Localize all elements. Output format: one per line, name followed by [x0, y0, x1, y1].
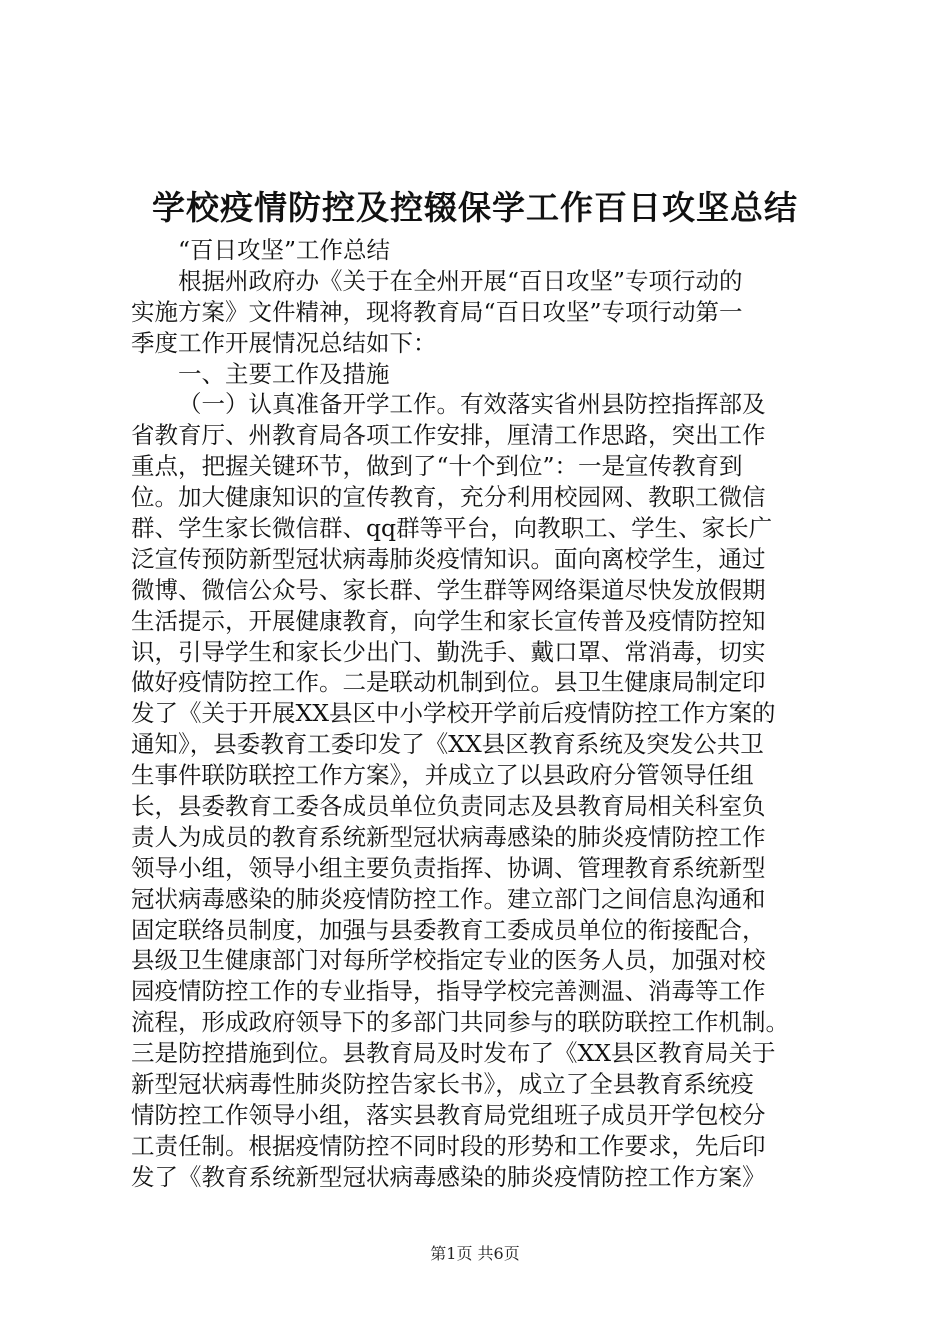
paragraph-line: 长，县委教育工委各成员单位负责同志及县教育局相关科室负 [131, 792, 766, 821]
paragraph-line: 生事件联防联控工作方案》，并成立了以县政府分管领导任组 [131, 761, 754, 790]
paragraph-line: 流程，形成政府领导下的多部门共同参与的联防联控工作机制。 [131, 1008, 789, 1037]
paragraph-line: 省教育厅、州教育局各项工作安排，厘清工作思路，突出工作 [131, 421, 766, 450]
paragraph-line: 做好疫情防控工作。二是联动机制到位。县卫生健康局制定印 [131, 668, 766, 697]
paragraph-line: 责人为成员的教育系统新型冠状病毒感染的肺炎疫情防控工作 [131, 822, 766, 851]
page-number-footer: 第1页 共6页 [430, 1244, 520, 1263]
paragraph-line: 园疫情防控工作的专业指导，指导学校完善测温、消毒等工作 [131, 977, 766, 1006]
paragraph-line: 重点，把握关键环节，做到了“十个到位”：一是宣传教育到 [131, 452, 743, 481]
paragraph-line: 实施方案》文件精神，现将教育局“百日攻坚”专项行动第一 [131, 297, 743, 326]
paragraph-line: 情防控工作领导小组，落实县教育局党组班子成员开学包校分 [131, 1100, 766, 1129]
paragraph-line: 冠状病毒感染的肺炎疫情防控工作。建立部门之间信息沟通和 [131, 884, 766, 913]
paragraph-line: 微博、微信公众号、家长群、学生群等网络渠道尽快发放假期 [131, 575, 766, 604]
paragraph-line: 工责任制。根据疫情防控不同时段的形势和工作要求，先后印 [131, 1131, 766, 1160]
paragraph-line: 新型冠状病毒性肺炎防控告家长书》，成立了全县教育系统疫 [131, 1070, 754, 1099]
paragraph-line: 生活提示，开展健康教育，向学生和家长宣传普及疫情防控知 [131, 606, 766, 635]
section-heading: 一、主要工作及措施 [178, 359, 390, 388]
paragraph-line: 领导小组，领导小组主要负责指挥、协调、管理教育系统新型 [131, 853, 766, 882]
paragraph-line: 季度工作开展情况总结如下： [131, 328, 437, 357]
paragraph-line: 发了《教育系统新型冠状病毒感染的肺炎疫情防控工作方案》 [131, 1162, 766, 1191]
paragraph-line: 位。加大健康知识的宣传教育，充分利用校园网、教职工微信 [131, 483, 766, 512]
paragraph-line: 县级卫生健康部门对每所学校指定专业的医务人员，加强对校 [131, 946, 766, 975]
paragraph-line: 群、学生家长微信群、qq群等平台，向教职工、学生、家长广 [131, 514, 773, 543]
section-heading: “百日攻坚”工作总结 [178, 236, 391, 264]
paragraph-line: 发了《关于开展XX县区中小学校开学前后疫情防控工作方案的 [131, 699, 776, 728]
paragraph-line: 根据州政府办《关于在全州开展“百日攻坚”专项行动的 [178, 266, 743, 295]
paragraph-line: 识，引导学生和家长少出门、勤洗手、戴口罩、常消毒，切实 [131, 637, 766, 666]
paragraph-line: 三是防控措施到位。县教育局及时发布了《XX县区教育局关于 [131, 1039, 776, 1068]
paragraph-line: 固定联络员制度，加强与县委教育工委成员单位的衔接配合， [131, 915, 766, 944]
paragraph-line: 通知》，县委教育工委印发了《XX县区教育系统及突发公共卫 [131, 730, 764, 759]
document-title: 学校疫情防控及控辍保学工作百日攻坚总结 [152, 188, 798, 227]
paragraph-line: （一）认真准备开学工作。有效落实省州县防控指挥部及 [178, 390, 766, 419]
paragraph-line: 泛宣传预防新型冠状病毒肺炎疫情知识。面向离校学生，通过 [131, 544, 766, 573]
document-body [131, 235, 831, 1193]
